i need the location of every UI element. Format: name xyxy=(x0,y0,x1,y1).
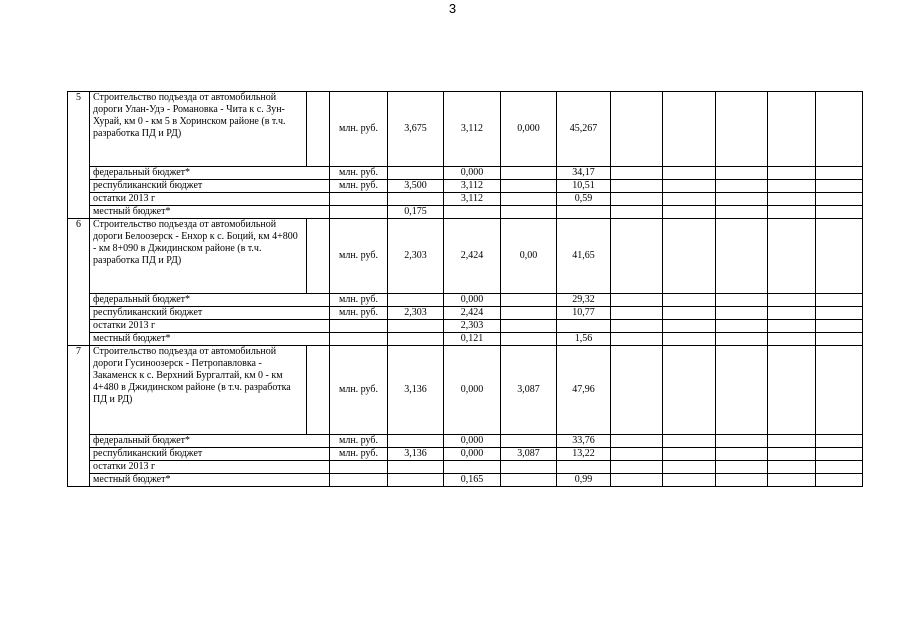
value-cell: 2,424 xyxy=(444,219,501,294)
value-cell: 0,165 xyxy=(444,474,501,487)
project-number: 5 xyxy=(68,92,90,219)
value-cell xyxy=(501,180,557,193)
project-row xyxy=(68,92,863,167)
empty-cell xyxy=(716,206,768,219)
empty-cell xyxy=(716,307,768,320)
empty-cell xyxy=(611,474,663,487)
value-cell: 3,087 xyxy=(501,346,557,435)
empty-cell xyxy=(816,193,863,206)
value-cell: 10,51 xyxy=(557,180,611,193)
project-number: 7 xyxy=(68,346,90,487)
empty-cell xyxy=(816,307,863,320)
value-cell: 3,112 xyxy=(444,193,501,206)
unit-cell: млн. руб. xyxy=(330,307,388,320)
unit-cell: млн. руб. xyxy=(330,346,388,435)
empty-cell xyxy=(768,346,816,435)
budget-row xyxy=(68,474,863,487)
empty-cell xyxy=(663,346,716,435)
page-number: 3 xyxy=(448,1,457,16)
unit-cell xyxy=(330,193,388,206)
unit-cell xyxy=(330,320,388,333)
empty-cell xyxy=(716,346,768,435)
budget-label: местный бюджет* xyxy=(90,206,330,219)
budget-label: федеральный бюджет* xyxy=(90,435,330,448)
empty-cell xyxy=(663,333,716,346)
empty-cell xyxy=(663,294,716,307)
project-number: 6 xyxy=(68,219,90,346)
value-cell xyxy=(388,333,444,346)
value-cell xyxy=(501,333,557,346)
empty-cell xyxy=(611,180,663,193)
budget-label: местный бюджет* xyxy=(90,333,330,346)
value-cell xyxy=(501,435,557,448)
empty-cell xyxy=(768,474,816,487)
value-cell xyxy=(388,167,444,180)
project-name: Строительство подъезда от автомобильной дороги Улан-Удэ - Романовка - Чита к с. Зун-Хурай, км 0 - км 5 в Хоринском районе (в т.ч. разработка ПД и РД) xyxy=(90,92,307,167)
empty-cell xyxy=(768,461,816,474)
unit-cell: млн. руб. xyxy=(330,294,388,307)
value-cell xyxy=(444,461,501,474)
empty-cell xyxy=(716,448,768,461)
budget-label: республиканский бюджет xyxy=(90,180,330,193)
budget-label: федеральный бюджет* xyxy=(90,167,330,180)
empty-cell xyxy=(768,448,816,461)
project-name: Строительство подъезда от автомобильной дороги Белоозерск - Енхор к с. Боций, км 4+800 - км 8+090 в Джидинском районе (в т.ч. разработка ПД и РД) xyxy=(90,219,307,294)
value-cell: 0,121 xyxy=(444,333,501,346)
empty-cell xyxy=(611,307,663,320)
value-cell: 34,17 xyxy=(557,167,611,180)
value-cell: 0,000 xyxy=(444,448,501,461)
value-cell: 2,424 xyxy=(444,307,501,320)
empty-cell xyxy=(816,219,863,294)
value-cell: 2,303 xyxy=(444,320,501,333)
budget-label: остатки 2013 г xyxy=(90,193,330,206)
budget-row xyxy=(68,294,863,307)
unit-cell xyxy=(330,333,388,346)
budget-row xyxy=(68,448,863,461)
empty-cell xyxy=(663,474,716,487)
empty-cell xyxy=(816,346,863,435)
empty-cell xyxy=(816,333,863,346)
budget-label: местный бюджет* xyxy=(90,474,330,487)
empty-cell xyxy=(816,167,863,180)
value-cell: 3,112 xyxy=(444,180,501,193)
budget-label: остатки 2013 г xyxy=(90,320,330,333)
value-cell: 45,267 xyxy=(557,92,611,167)
value-cell xyxy=(501,320,557,333)
budget-label: федеральный бюджет* xyxy=(90,294,330,307)
empty-cell xyxy=(768,307,816,320)
empty-cell xyxy=(816,294,863,307)
empty-cell xyxy=(716,474,768,487)
budget-row xyxy=(68,320,863,333)
value-cell xyxy=(501,193,557,206)
value-cell: 33,76 xyxy=(557,435,611,448)
empty-cell xyxy=(611,435,663,448)
empty-cell xyxy=(768,167,816,180)
empty-cell xyxy=(716,193,768,206)
value-cell: 0,000 xyxy=(501,92,557,167)
budget-row xyxy=(68,193,863,206)
empty-cell xyxy=(663,435,716,448)
empty-cell xyxy=(611,461,663,474)
value-cell: 0,59 xyxy=(557,193,611,206)
empty-cell xyxy=(816,180,863,193)
empty-cell xyxy=(611,294,663,307)
budget-row xyxy=(68,167,863,180)
unit-cell: млн. руб. xyxy=(330,180,388,193)
empty-cell xyxy=(611,448,663,461)
budget-table xyxy=(67,91,863,487)
value-cell: 0,99 xyxy=(557,474,611,487)
empty-cell xyxy=(663,219,716,294)
value-cell: 3,500 xyxy=(388,180,444,193)
empty-cell xyxy=(816,474,863,487)
value-cell xyxy=(501,167,557,180)
empty-cell xyxy=(768,92,816,167)
empty-cell xyxy=(816,448,863,461)
empty-cell xyxy=(816,435,863,448)
value-cell xyxy=(388,474,444,487)
value-cell xyxy=(557,461,611,474)
empty-cell xyxy=(663,167,716,180)
empty-cell xyxy=(768,193,816,206)
value-cell: 0,00 xyxy=(501,219,557,294)
value-cell xyxy=(501,474,557,487)
empty-cell xyxy=(768,180,816,193)
empty-cell xyxy=(768,435,816,448)
value-cell xyxy=(388,294,444,307)
budget-row xyxy=(68,307,863,320)
budget-label: остатки 2013 г xyxy=(90,461,330,474)
empty-cell xyxy=(611,219,663,294)
empty-cell xyxy=(611,193,663,206)
value-cell: 3,675 xyxy=(388,92,444,167)
value-cell xyxy=(501,294,557,307)
empty-cell xyxy=(663,180,716,193)
unit-cell: млн. руб. xyxy=(330,435,388,448)
budget-label: республиканский бюджет xyxy=(90,307,330,320)
value-cell: 0,175 xyxy=(388,206,444,219)
empty-cell xyxy=(307,92,330,167)
value-cell: 0,000 xyxy=(444,294,501,307)
empty-cell xyxy=(816,92,863,167)
value-cell: 41,65 xyxy=(557,219,611,294)
empty-cell xyxy=(307,346,330,435)
value-cell xyxy=(388,435,444,448)
value-cell xyxy=(388,461,444,474)
budget-row xyxy=(68,435,863,448)
empty-cell xyxy=(716,92,768,167)
empty-cell xyxy=(716,461,768,474)
value-cell xyxy=(388,320,444,333)
empty-cell xyxy=(816,320,863,333)
value-cell xyxy=(557,206,611,219)
empty-cell xyxy=(611,333,663,346)
empty-cell xyxy=(663,92,716,167)
unit-cell xyxy=(330,474,388,487)
budget-label: республиканский бюджет xyxy=(90,448,330,461)
empty-cell xyxy=(716,219,768,294)
value-cell: 10,77 xyxy=(557,307,611,320)
empty-cell xyxy=(816,461,863,474)
empty-cell xyxy=(663,193,716,206)
empty-cell xyxy=(663,320,716,333)
unit-cell xyxy=(330,461,388,474)
empty-cell xyxy=(716,435,768,448)
empty-cell xyxy=(663,206,716,219)
value-cell: 2,303 xyxy=(388,219,444,294)
empty-cell xyxy=(768,294,816,307)
empty-cell xyxy=(611,92,663,167)
budget-row xyxy=(68,206,863,219)
empty-cell xyxy=(716,294,768,307)
value-cell xyxy=(557,320,611,333)
value-cell: 3,136 xyxy=(388,448,444,461)
value-cell: 2,303 xyxy=(388,307,444,320)
empty-cell xyxy=(716,333,768,346)
value-cell: 0,000 xyxy=(444,167,501,180)
value-cell: 29,32 xyxy=(557,294,611,307)
empty-cell xyxy=(716,180,768,193)
empty-cell xyxy=(611,167,663,180)
empty-cell xyxy=(816,206,863,219)
unit-cell: млн. руб. xyxy=(330,448,388,461)
value-cell: 1,56 xyxy=(557,333,611,346)
budget-row xyxy=(68,461,863,474)
empty-cell xyxy=(768,333,816,346)
unit-cell: млн. руб. xyxy=(330,167,388,180)
empty-cell xyxy=(611,206,663,219)
unit-cell xyxy=(330,206,388,219)
project-row xyxy=(68,346,863,435)
value-cell xyxy=(444,206,501,219)
table-body xyxy=(68,92,863,487)
budget-row xyxy=(68,333,863,346)
empty-cell xyxy=(768,219,816,294)
value-cell xyxy=(501,461,557,474)
unit-cell: млн. руб. xyxy=(330,92,388,167)
project-name: Строительство подъезда от автомобильной дороги Гусиноозерск - Петропавловка - Закаменск к с. Верхний Бургалтай, км 0 - км 4+480 в Джидинском районе (в т.ч. разработка ПД и РД) xyxy=(90,346,307,435)
empty-cell xyxy=(307,219,330,294)
value-cell: 13,22 xyxy=(557,448,611,461)
value-cell xyxy=(501,307,557,320)
empty-cell xyxy=(663,461,716,474)
unit-cell: млн. руб. xyxy=(330,219,388,294)
value-cell xyxy=(388,193,444,206)
value-cell: 47,96 xyxy=(557,346,611,435)
value-cell: 3,136 xyxy=(388,346,444,435)
empty-cell xyxy=(611,320,663,333)
project-row xyxy=(68,219,863,294)
empty-cell xyxy=(768,206,816,219)
value-cell: 3,087 xyxy=(501,448,557,461)
empty-cell xyxy=(663,448,716,461)
value-cell: 3,112 xyxy=(444,92,501,167)
value-cell xyxy=(501,206,557,219)
value-cell: 0,000 xyxy=(444,435,501,448)
value-cell: 0,000 xyxy=(444,346,501,435)
empty-cell xyxy=(768,320,816,333)
empty-cell xyxy=(716,167,768,180)
empty-cell xyxy=(611,346,663,435)
budget-row xyxy=(68,180,863,193)
empty-cell xyxy=(716,320,768,333)
empty-cell xyxy=(663,307,716,320)
